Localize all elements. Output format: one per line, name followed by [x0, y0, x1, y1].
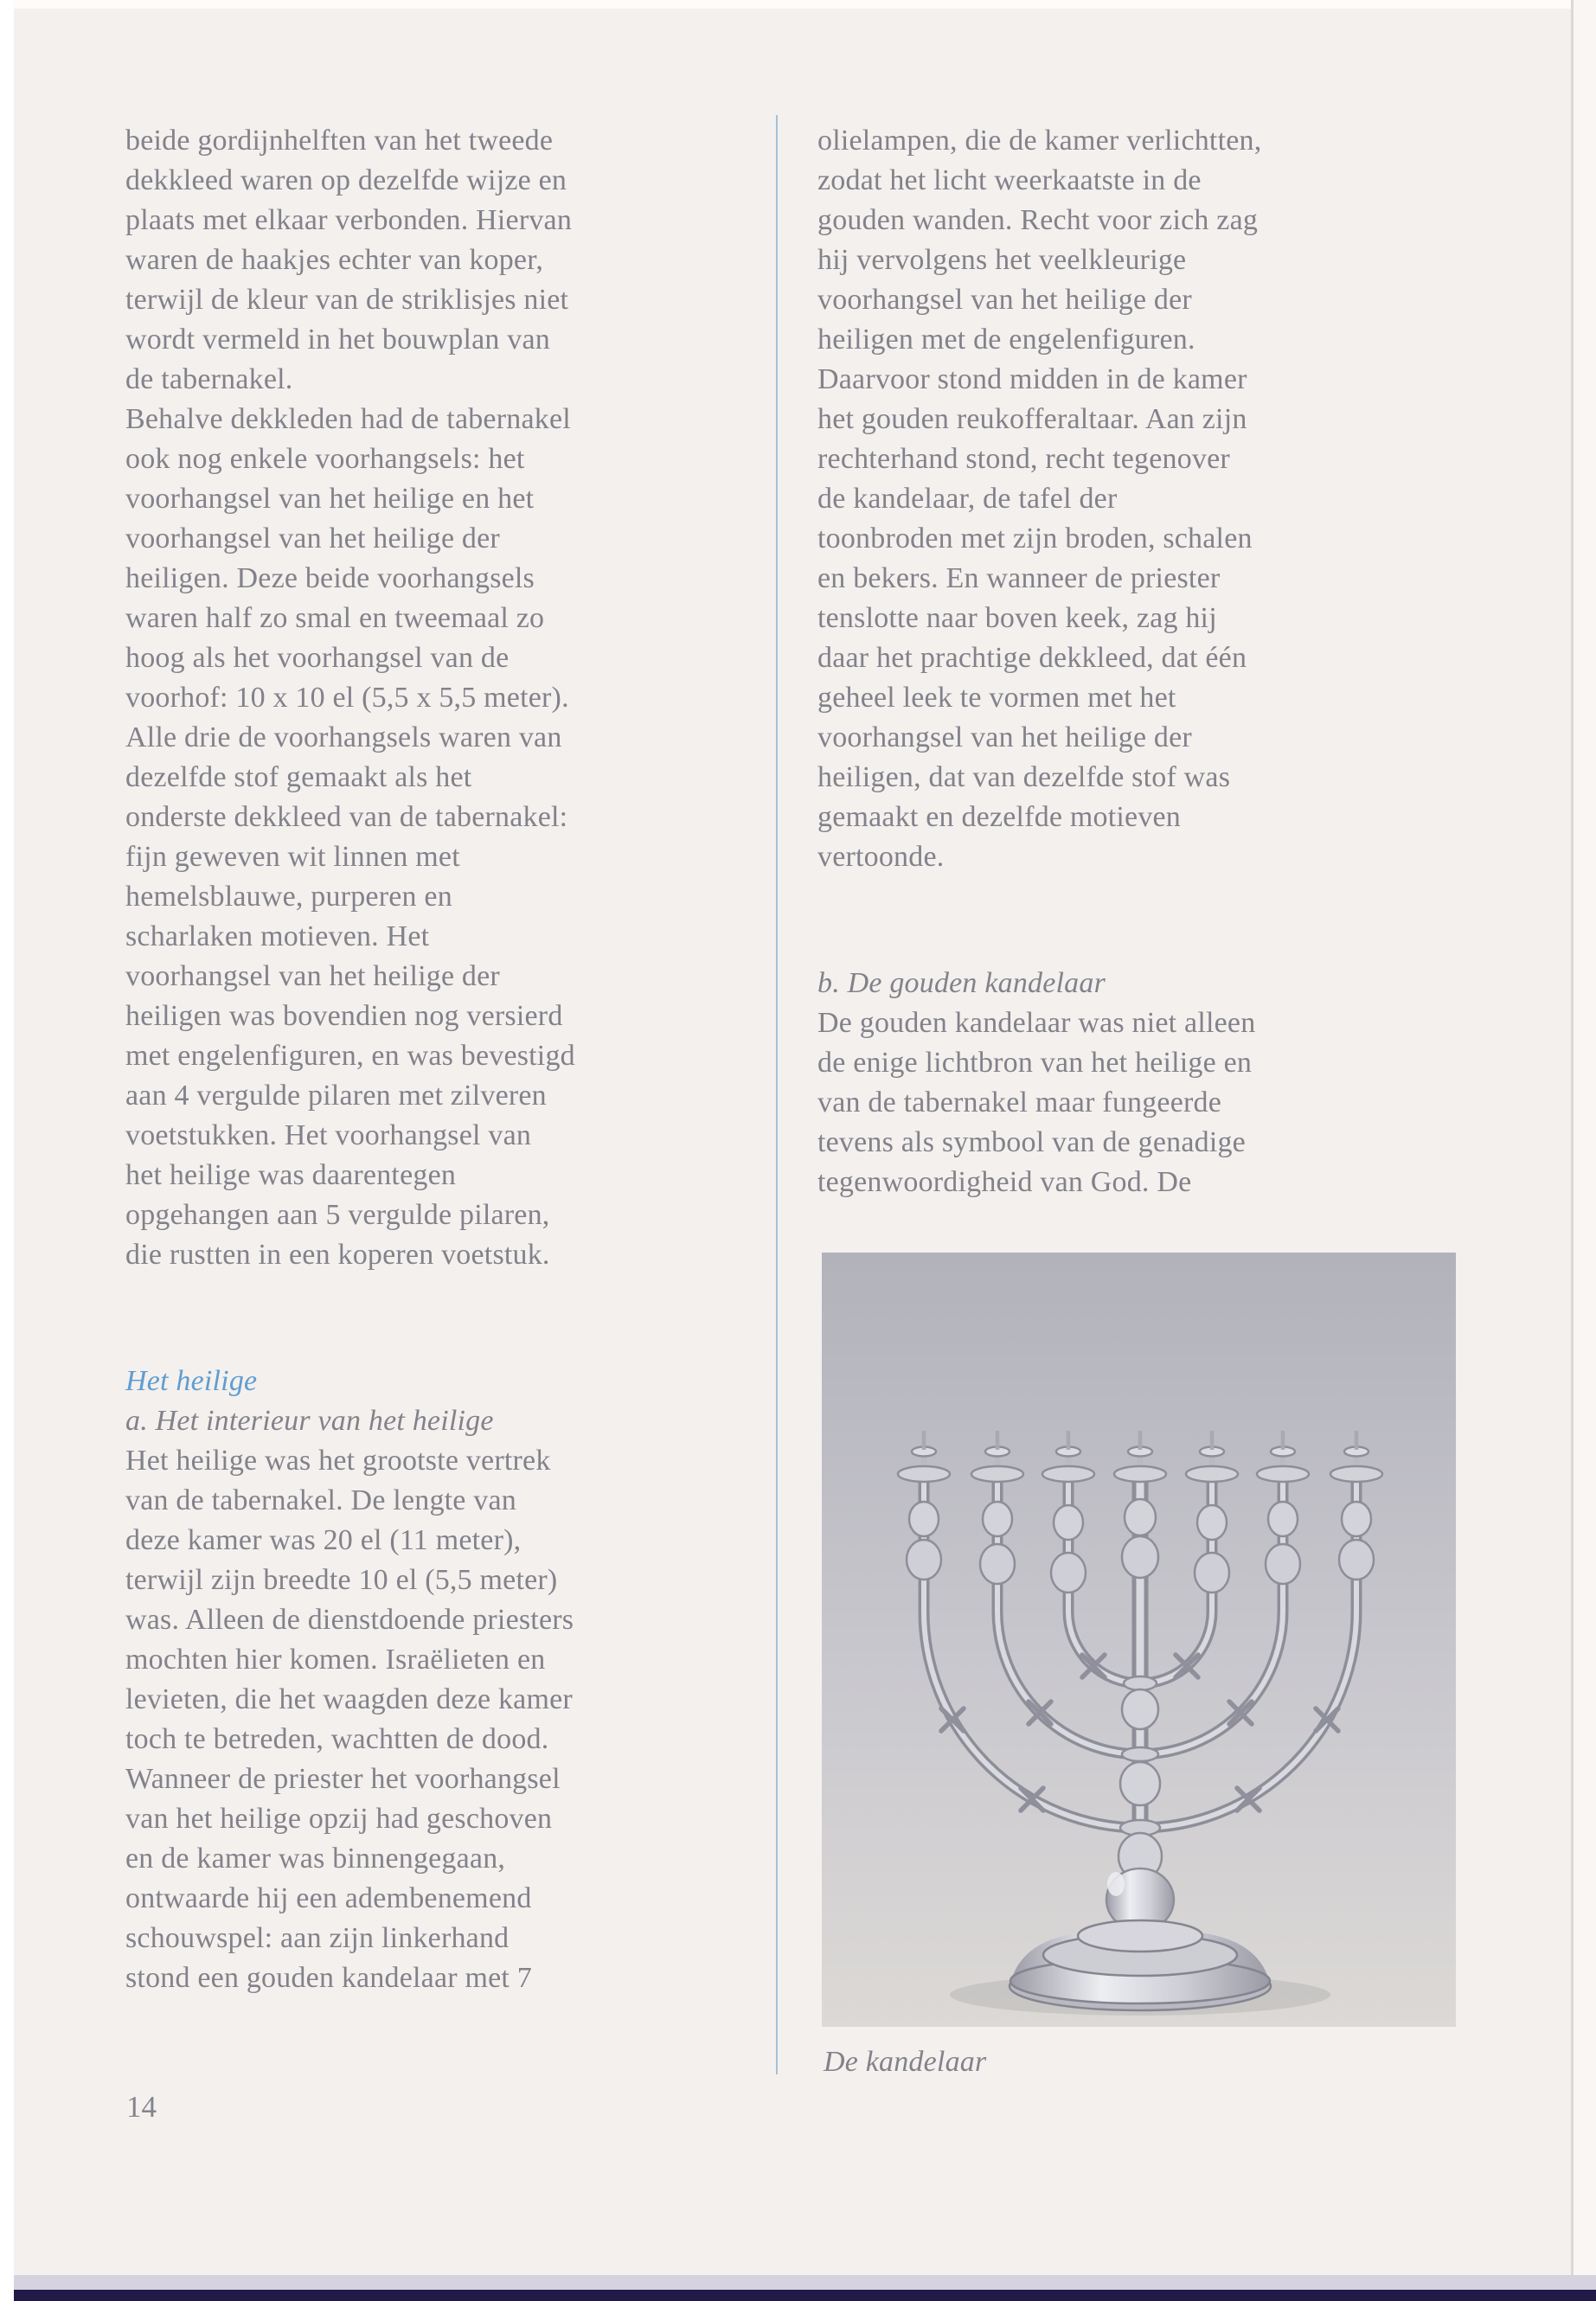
text-line: aan 4 vergulde pilaren met zilveren [125, 1080, 547, 1112]
text-line: het heilige was daarentegen [125, 1159, 457, 1191]
page-number: 14 [126, 2090, 157, 2124]
text-line: Behalve dekkleden had de tabernakel [125, 403, 571, 435]
scan-edge-strip [14, 2275, 1596, 2290]
text-line: terwijl de kleur van de striklisjes niet [125, 284, 569, 316]
text-line: opgehangen aan 5 vergulde pilaren, [125, 1199, 550, 1231]
text-line: de enige lichtbron van het heilige en [817, 1047, 1253, 1079]
text-column-left [125, 121, 766, 1998]
paragraph-gap [817, 877, 1458, 964]
text-line: voorhof: 10 x 10 el (5,5 x 5,5 meter). [125, 682, 569, 714]
text-line: was. Alleen de dienstdoende priesters [125, 1604, 574, 1636]
text-column-right [817, 121, 1458, 1202]
text-line: voetstukken. Het voorhangsel van [125, 1119, 532, 1151]
text-line: Het heilige was het grootste vertrek [125, 1445, 551, 1477]
text-line: toonbroden met zijn broden, schalen [817, 522, 1253, 554]
text-line: rechterhand stond, recht tegenover [817, 443, 1230, 475]
text-line: hij vervolgens het veelkleurige [817, 244, 1187, 276]
text-line: de kandelaar, de tafel der [817, 483, 1118, 515]
text-line: met engelenfiguren, en was bevestigd [125, 1040, 575, 1072]
text-line: van de tabernakel maar fungeerde [817, 1086, 1222, 1118]
text-line: Alle drie de voorhangsels waren van [125, 721, 562, 753]
text-line: scharlaken motieven. Het [125, 920, 430, 952]
section-heading: Het heilige [125, 1365, 258, 1397]
text-line: schouwspel: aan zijn linkerhand [125, 1922, 510, 1954]
sub-heading: a. Het interieur van het heilige [125, 1405, 494, 1437]
text-line: ontwaarde hij een adembenemend [125, 1882, 532, 1914]
column-divider [776, 115, 778, 2074]
text-line: mochten hier komen. Israëlieten en [125, 1644, 546, 1676]
text-line: fijn geweven wit linnen met [125, 841, 460, 873]
text-line: olielampen, die de kamer verlichtten, [817, 125, 1262, 157]
text-line: heiligen met de engelenfiguren. [817, 324, 1195, 356]
text-line: zodat het licht weerkaatste in de [817, 164, 1202, 196]
text-line: waren de haakjes echter van koper, [125, 244, 544, 276]
scan-right-edge [1571, 0, 1596, 2301]
text-line: heiligen was bovendien nog versierd [125, 1000, 563, 1032]
scan-left-edge [0, 0, 14, 2301]
text-line: wordt vermeld in het bouwplan van [125, 324, 550, 356]
text-line: toch te betreden, wachtten de dood. [125, 1723, 549, 1755]
text-line: waren half zo smal en tweemaal zo [125, 602, 545, 634]
text-line: Daarvoor stond midden in de kamer [817, 363, 1247, 395]
text-line: gouden wanden. Recht voor zich zag [817, 204, 1259, 236]
text-line: hemelsblauwe, purperen en [125, 881, 452, 913]
text-line: voorhangsel van het heilige der [817, 721, 1192, 753]
text-line: tegenwoordigheid van God. De [817, 1166, 1192, 1198]
text-line: terwijl zijn breedte 10 el (5,5 meter) [125, 1564, 558, 1596]
text-line: plaats met elkaar verbonden. Hiervan [125, 204, 573, 236]
text-line: hoog als het voorhangsel van de [125, 642, 510, 674]
scan-top-edge [0, 0, 1596, 9]
text-line: levieten, die het waagden deze kamer [125, 1683, 573, 1715]
text-line: en de kamer was binnengegaan, [125, 1843, 506, 1875]
text-line: beide gordijnhelften van het tweede [125, 125, 554, 157]
text-line: die rustten in een koperen voetstuk. [125, 1239, 550, 1271]
text-line: heiligen, dat van dezelfde stof was [817, 761, 1231, 793]
text-line: deze kamer was 20 el (11 meter), [125, 1524, 522, 1556]
text-line: onderste dekkleed van de tabernakel: [125, 801, 568, 833]
text-line: dezelfde stof gemaakt als het [125, 761, 472, 793]
text-line: van de tabernakel. De lengte van [125, 1484, 516, 1516]
text-line: en bekers. En wanneer de priester [817, 562, 1221, 594]
text-line: gemaakt en dezelfde motieven [817, 801, 1182, 833]
text-line: voorhangsel van het heilige en het [125, 483, 535, 515]
text-line: daar het prachtige dekkleed, dat één [817, 642, 1247, 674]
text-line: dekkleed waren op dezelfde wijze en [125, 164, 567, 196]
text-line: van het heilige opzij had geschoven [125, 1803, 553, 1835]
text-line: tevens als symbool van de genadige [817, 1126, 1246, 1158]
menorah-photo [822, 1253, 1456, 2027]
text-line: heiligen. Deze beide voorhangsels [125, 562, 535, 594]
text-line: voorhangsel van het heilige der [125, 522, 500, 554]
text-line: vertoonde. [817, 841, 945, 873]
text-line: voorhangsel van het heilige der [817, 284, 1192, 316]
text-line: tenslotte naar boven keek, zag hij [817, 602, 1217, 634]
text-line: ook nog enkele voorhangsels: het [125, 443, 525, 475]
text-line: het gouden reukofferaltaar. Aan zijn [817, 403, 1247, 435]
paragraph-gap [125, 1275, 766, 1362]
text-line: stond een gouden kandelaar met 7 [125, 1962, 532, 1994]
scan-bottom-bar [14, 2290, 1596, 2301]
text-line: de tabernakel. [125, 363, 293, 395]
figure-caption: De kandelaar [824, 2046, 987, 2078]
text-line: voorhangsel van het heilige der [125, 960, 500, 992]
text-line: Wanneer de priester het voorhangsel [125, 1763, 561, 1795]
text-line: De gouden kandelaar was niet alleen [817, 1007, 1256, 1039]
sub-heading: b. De gouden kandelaar [817, 967, 1106, 999]
text-line: geheel leek te vormen met het [817, 682, 1176, 714]
